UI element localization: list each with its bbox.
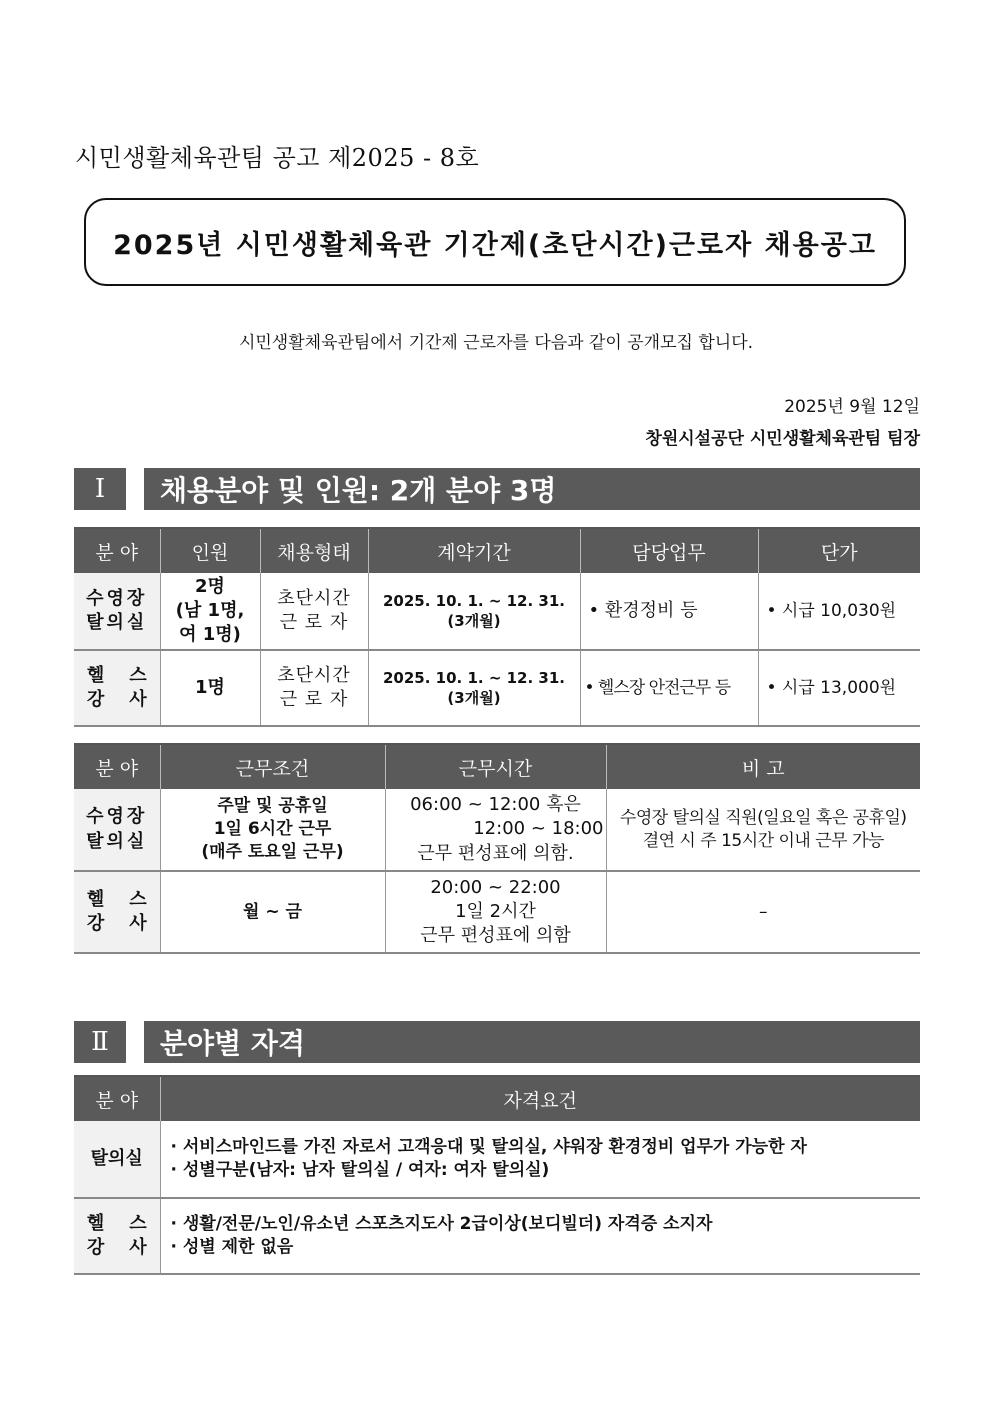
section-1-header [74, 468, 920, 510]
header-condition: 근무조건 [160, 744, 385, 789]
header-wage: 단가 [758, 528, 920, 573]
count-cell: 2명 (남 1명, 여 1명) [160, 573, 260, 650]
header-field: 분 야 [74, 528, 160, 573]
table-row [74, 789, 920, 871]
field-cell: 헬 스 강 사 [74, 1198, 160, 1274]
type-cell: 초단시간 근 로 자 [260, 573, 368, 650]
recruitment-table [74, 527, 920, 727]
hours-cell: 20:00 ~ 22:00 1일 2시간 근무 편성표에 의함 [385, 871, 606, 953]
header-type: 채용형태 [260, 528, 368, 573]
requirements-cell: · 서비스마인드를 가진 자로서 고객응대 및 탈의실, 샤워장 환경정비 업무가 가능한 자 · 성별구분(남자: 남자 탈의실 / 여자: 여자 탈의실) [160, 1121, 920, 1198]
field-cell: 헬 스 강 사 [74, 871, 160, 953]
period-cell: 2025. 10. 1. ~ 12. 31. (3개월) [368, 650, 580, 726]
header-count: 인원 [160, 528, 260, 573]
header-note: 비 고 [606, 744, 920, 789]
table-row [74, 1198, 920, 1274]
note-cell: – [606, 871, 920, 953]
wage-cell: • 시급 13,000원 [758, 650, 920, 726]
table-row [74, 573, 920, 650]
issuer: 창원시설공단 시민생활체육관팀 팀장 [645, 429, 920, 449]
header-field: 분 야 [74, 1076, 160, 1121]
count-cell: 1명 [160, 650, 260, 726]
page-title: 2025년 시민생활체육관 기간제(초단시간)근로자 채용공고 [113, 229, 877, 261]
title-box [84, 198, 906, 286]
hours-cell: 06:00 ~ 12:00 혹은 12:00 ~ 18:00 근무 편성표에 의함. [385, 789, 606, 871]
duty-cell: • 환경정비 등 [580, 573, 758, 650]
section-2-title: 분야별 자격 [144, 1021, 920, 1063]
qualification-table [74, 1075, 920, 1275]
header-duty: 담당업무 [580, 528, 758, 573]
header-hours: 근무시간 [385, 744, 606, 789]
note-cell: 수영장 탈의실 직원(일요일 혹은 공휴일) 결연 시 주 15시간 이내 근무 가능 [606, 789, 920, 871]
period-cell: 2025. 10. 1. ~ 12. 31. (3개월) [368, 573, 580, 650]
duty-cell: • 헬스장 안전근무 등 [580, 650, 758, 726]
header-field: 분 야 [74, 744, 160, 789]
type-cell: 초단시간 근 로 자 [260, 650, 368, 726]
table-header-row [74, 528, 920, 573]
table-row [74, 650, 920, 726]
table-row [74, 1121, 920, 1198]
notice-number: 시민생활체육관팀 공고 제2025 - 8호 [75, 144, 480, 172]
intro-text: 시민생활체육관팀에서 기간제 근로자를 다음과 같이 공개모집 합니다. [238, 333, 754, 353]
field-cell: 수영장 탈의실 [74, 573, 160, 650]
header-requirements: 자격요건 [160, 1076, 920, 1121]
section-2-header [74, 1021, 920, 1063]
section-1-number: Ⅰ [74, 468, 126, 510]
work-condition-table [74, 743, 920, 954]
condition-cell: 월 ~ 금 [160, 871, 385, 953]
table-header-row [74, 744, 920, 789]
table-row [74, 871, 920, 953]
notice-date: 2025년 9월 12일 [784, 397, 920, 417]
table-header-row [74, 1076, 920, 1121]
condition-cell: 주말 및 공휴일 1일 6시간 근무 (매주 토요일 근무) [160, 789, 385, 871]
requirements-cell: · 생활/전문/노인/유소년 스포츠지도사 2급이상(보디빌더) 자격증 소지자 · 성별 제한 없음 [160, 1198, 920, 1274]
header-period: 계약기간 [368, 528, 580, 573]
field-cell: 탈의실 [74, 1121, 160, 1198]
field-cell: 수영장 탈의실 [74, 789, 160, 871]
field-cell: 헬 스 강 사 [74, 650, 160, 726]
section-1-title: 채용분야 및 인원: 2개 분야 3명 [144, 468, 920, 510]
wage-cell: • 시급 10,030원 [758, 573, 920, 650]
section-2-number: Ⅱ [74, 1021, 126, 1063]
